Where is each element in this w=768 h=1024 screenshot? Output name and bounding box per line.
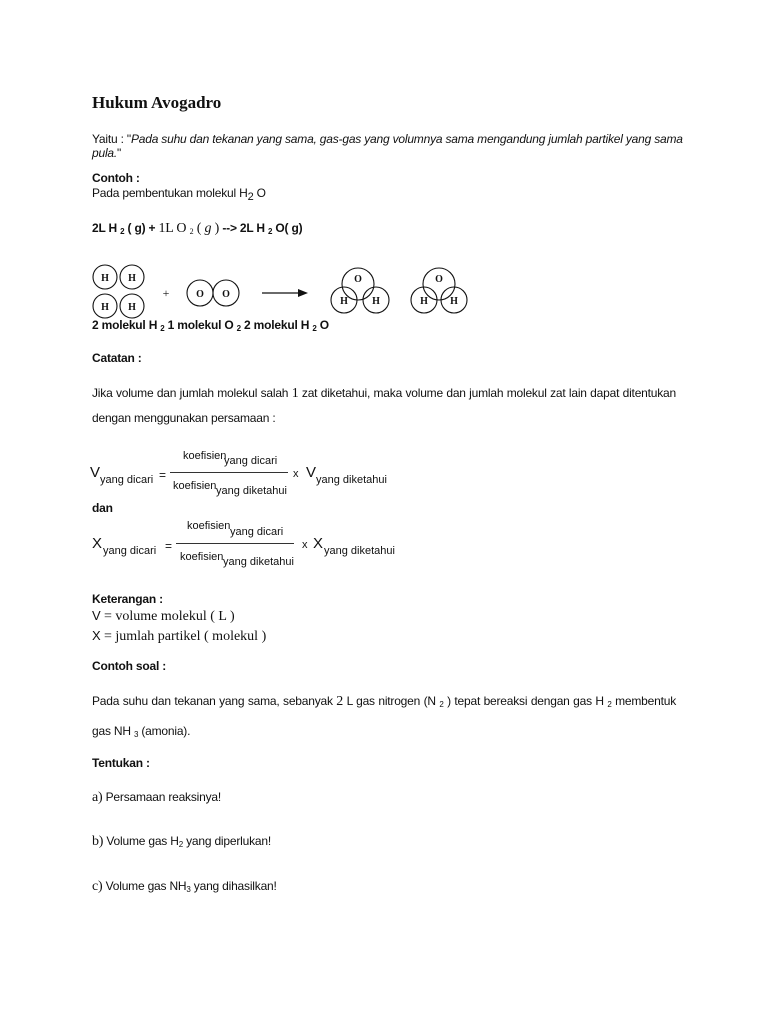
formula-numerator-sub: yang dicari xyxy=(230,526,284,538)
task-label: b) xyxy=(92,834,104,849)
task-c xyxy=(92,879,277,895)
atom-label: O xyxy=(196,289,204,300)
problem-text: (amonia). xyxy=(138,724,191,738)
reaction-part: ( g) + xyxy=(124,221,159,235)
example-heading: Contoh : xyxy=(92,171,140,185)
example-line-sub: 2 xyxy=(247,191,254,203)
reaction-equation xyxy=(92,221,302,237)
legend-item-v xyxy=(92,606,266,626)
reaction-part: ( xyxy=(193,221,205,236)
legend-heading: Keterangan : xyxy=(92,592,163,606)
note-number: 1 xyxy=(291,386,299,401)
caption-part: 2 molekul H xyxy=(92,318,161,332)
formula-denominator-sub: yang diketahui xyxy=(223,556,294,568)
problem-body xyxy=(92,688,676,748)
reaction-part: O( g) xyxy=(272,221,303,235)
task-text: yang diperlukan! xyxy=(182,834,271,848)
reaction-sub: 2 xyxy=(120,227,125,236)
problem-text: L gas nitrogen (N xyxy=(343,694,440,708)
task-text: Persamaan reaksinya! xyxy=(102,790,222,804)
legend-text: = volume molekul ( L ) xyxy=(100,609,235,624)
formula-rhs-sub: yang diketahui xyxy=(316,474,387,486)
fraction-line xyxy=(176,543,294,544)
atom-label: O xyxy=(222,289,230,300)
task-text: Volume gas NH xyxy=(102,879,187,893)
formula-lhs-var: V xyxy=(90,464,101,481)
formula-denominator: koefisien xyxy=(180,551,224,563)
example-line-text: Pada pembentukan molekul H xyxy=(92,186,248,200)
formula-rhs-sub: yang diketahui xyxy=(324,545,395,557)
legend-list xyxy=(92,606,266,646)
reaction-arrowhead-icon xyxy=(298,289,308,297)
note-body xyxy=(92,381,676,431)
reaction-sub: 2 xyxy=(268,227,273,236)
atom-label: H xyxy=(420,296,428,307)
atom-label: H xyxy=(128,273,136,284)
caption-part: 1 molekul O xyxy=(164,318,237,332)
formula-times: x xyxy=(302,539,308,551)
formula-rhs-var: V xyxy=(306,464,317,481)
caption-sub: 2 xyxy=(236,324,241,333)
reaction-sub: 2 xyxy=(189,227,194,236)
formula-numerator-sub: yang dicari xyxy=(224,455,278,467)
tasks-heading: Tentukan : xyxy=(92,756,150,770)
formula-particles xyxy=(88,514,398,572)
reaction-part: ) xyxy=(211,221,223,236)
task-sub: 2 xyxy=(178,840,183,849)
atom-label: H xyxy=(340,296,348,307)
formula-volume xyxy=(88,444,388,498)
formula-numerator: koefisien xyxy=(183,450,227,462)
dan-label: dan xyxy=(92,501,113,515)
caption-part: O xyxy=(316,318,329,332)
task-sub: 3 xyxy=(186,885,191,894)
diagram-caption xyxy=(92,318,329,333)
caption-sub: 2 xyxy=(312,324,317,333)
definition-prefix: Yaitu : " xyxy=(92,132,131,146)
atom-label: H xyxy=(450,296,458,307)
atom-label: O xyxy=(435,274,443,285)
legend-symbol: X xyxy=(92,628,101,643)
note-heading: Catatan : xyxy=(92,351,142,365)
reaction-part: 2L H xyxy=(92,221,121,235)
formula-equals: = xyxy=(159,468,167,482)
problem-text: membentuk gas NH xyxy=(92,694,676,738)
task-a xyxy=(92,790,221,806)
page-title: Hukum Avogadro xyxy=(92,93,222,112)
reaction-part: --> 2L H xyxy=(222,221,269,235)
atom-label: H xyxy=(372,296,380,307)
problem-heading: Contoh soal : xyxy=(92,659,167,673)
formula-rhs-var: X xyxy=(313,535,324,552)
problem-text: ) tepat bereaksi dengan gas H xyxy=(443,694,608,708)
example-line xyxy=(92,186,266,203)
fraction-line xyxy=(170,472,288,473)
definition-suffix: " xyxy=(117,146,122,160)
problem-text: Pada suhu dan tekanan yang sama, sebanyak xyxy=(92,694,337,708)
caption-sub: 2 xyxy=(160,324,165,333)
note-text: Jika volume dan jumlah molekul salah xyxy=(92,386,292,400)
reaction-part: 1L O xyxy=(158,221,190,236)
task-text: Volume gas H xyxy=(103,834,179,848)
formula-lhs-sub: yang dicari xyxy=(100,474,154,486)
atom-label: H xyxy=(101,273,109,284)
formula-denominator: koefisien xyxy=(173,480,217,492)
problem-sub: 3 xyxy=(133,730,139,739)
task-label: c) xyxy=(92,879,103,894)
caption-part: 2 molekul H xyxy=(240,318,313,332)
formula-lhs-sub: yang dicari xyxy=(103,545,157,557)
molecule-diagram xyxy=(88,260,478,322)
reaction-part: g xyxy=(204,221,212,236)
atom-label: H xyxy=(128,302,136,313)
atom-label: H xyxy=(101,302,109,313)
legend-symbol: V xyxy=(92,608,101,623)
note-text: zat diketahui, maka volume dan jumlah molekul zat lain dapat ditentukan dengan menggunakan persamaan : xyxy=(92,386,676,425)
legend-text: = jumlah partikel ( molekul ) xyxy=(100,629,267,644)
formula-equals: = xyxy=(165,539,173,553)
definition-quote: Pada suhu dan tekanan yang sama, gas-gas yang volumnya sama mengandung jumlah partikel yang sama pula. xyxy=(92,132,683,160)
problem-sub: 2 xyxy=(607,700,612,709)
plus-sign: + xyxy=(162,286,170,300)
problem-sub: 2 xyxy=(439,700,444,709)
task-label: a) xyxy=(92,790,103,805)
formula-denominator-sub: yang diketahui xyxy=(216,485,287,497)
formula-lhs-var: X xyxy=(92,535,103,552)
legend-item-x xyxy=(92,626,266,646)
example-line-end: O xyxy=(253,186,266,200)
task-b xyxy=(92,834,271,850)
task-text: yang dihasilkan! xyxy=(190,879,277,893)
formula-times: x xyxy=(293,468,299,480)
definition xyxy=(92,132,692,160)
atom-label: O xyxy=(354,274,362,285)
problem-number: 2 xyxy=(336,694,344,709)
formula-numerator: koefisien xyxy=(187,520,231,532)
